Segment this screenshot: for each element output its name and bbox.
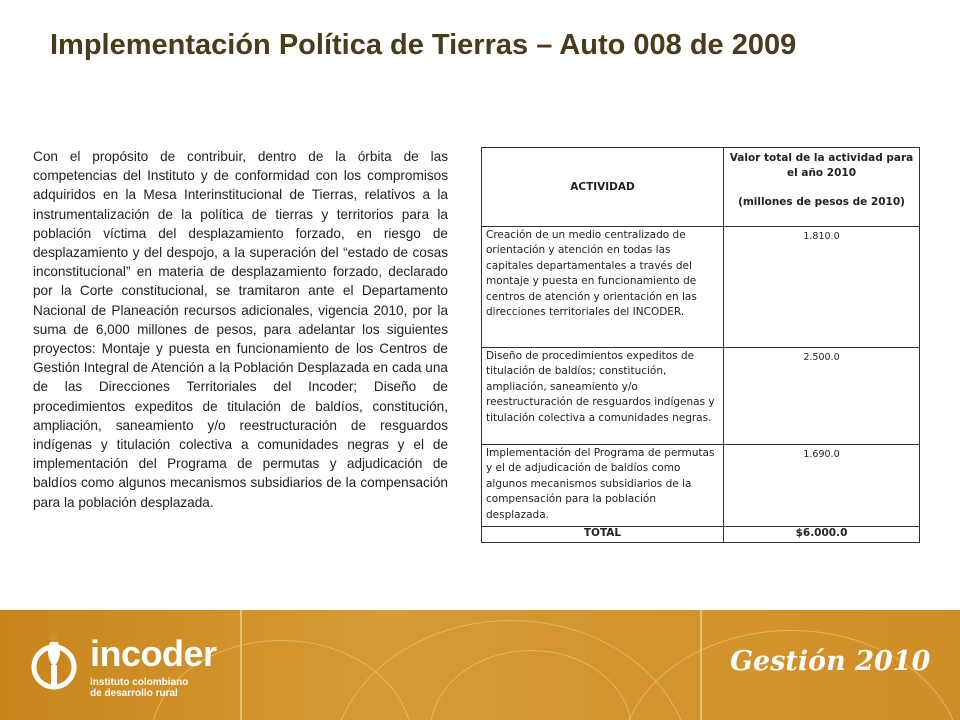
logo-subtitle-line1: instituto colombiano [90, 677, 189, 688]
header-value [724, 148, 920, 227]
header-value-line2: (millones de pesos de 2010) [738, 196, 905, 208]
table-row [482, 348, 920, 445]
activity-cell: Implementación del Programa de permutas y el de adjudicación de baldíos como algunos mecanismos subsidiarios de la compensación para la población desplazada. [482, 445, 724, 527]
footer-tagline: Gestión 2010 [730, 646, 931, 677]
table-total-row [482, 527, 920, 543]
logo-subtitle [90, 677, 188, 699]
table-row [482, 445, 920, 527]
value-cell: 2.500.0 [724, 348, 920, 445]
logo-subtitle-line2: de desarrollo rural [90, 688, 178, 699]
value-cell: 1.690.0 [724, 445, 920, 527]
activities-table [481, 147, 920, 543]
activity-cell: Diseño de procedimientos expeditos de titulación de baldíos; constitución, ampliación, saneamiento y/o reestructuración de resguardos indígenas y titulación colectiva a comunidades negras. [482, 348, 724, 445]
slide-title: Implementación Política de Tierras – Auto 008 de 2009 [50, 29, 797, 61]
total-label: TOTAL [482, 527, 724, 543]
header-value-line1: Valor total de la actividad para el año 2010 [729, 152, 914, 179]
table-row [482, 227, 920, 348]
logo-name: incoder [90, 633, 217, 674]
value-cell: 1.810.0 [724, 227, 920, 348]
total-value: $6.000.0 [724, 527, 920, 543]
footer-divider [240, 610, 242, 720]
incoder-logo-icon [30, 631, 80, 697]
activity-cell: Creación de un medio centralizado de orientación y atención en todas las capitales departamentales a través del montaje y puesta en funcionamiento de centros de atención y orientación en las direcciones territoriales del INCODER. [482, 227, 724, 348]
body-paragraph: Con el propósito de contribuir, dentro de la órbita de las competencias del Instituto y de conformidad con los compromisos adquiridos en la Mesa Interinstitucional de Tierras, relativos a la instrumentalización de la política de tierras y territorios para la población víctima del desplazamiento forzado, en riesgo de desplazamiento y del despojo, a la superación del “estado de cosas inconstitucional” en materia de desplazamiento forzado, declarado por la Corte constitucional, se tramitaron ante el Departamento Nacional de Planeación recursos adicionales, vigencia 2010, por la suma de 6,000 millones de pesos, para adelantar los siguientes proyectos: Montaje y puesta en funcionamiento de los Centros de Gestión Integral de Atención a la Población Desplazada en cada una de las Direcciones Territoriales del Incoder; Diseño de procedimientos expeditos de titulación de baldíos, constitución, ampliación, saneamiento y/o reestructuración de resguardos indígenas y titulación colectiva a comunidades negras y el de implementación del Programa de permutas y adjudicación de baldíos como algunos mecanismos subsidiarios de la compensación para la población desplazada. [33, 149, 448, 510]
table-header-row [482, 148, 920, 227]
footer-band [0, 610, 960, 720]
header-activity: ACTIVIDAD [482, 148, 724, 227]
footer-divider [700, 610, 702, 720]
